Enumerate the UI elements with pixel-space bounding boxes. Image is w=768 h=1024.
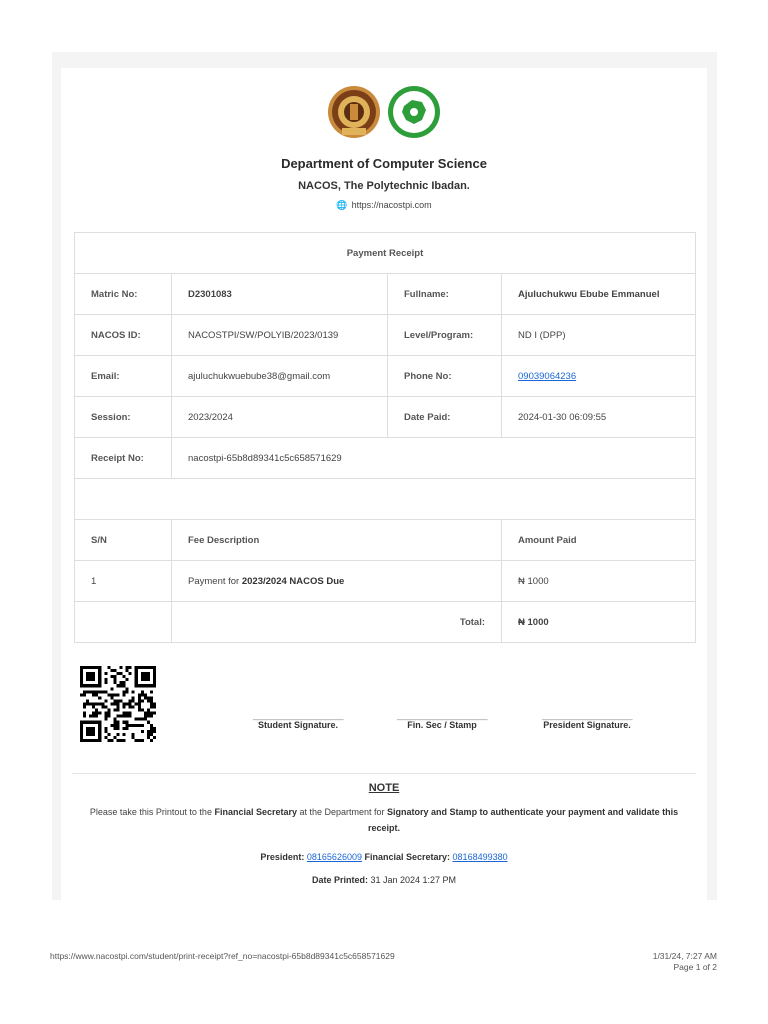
finsec-phone-link[interactable]: 08168499380 [452, 852, 508, 862]
president-phone-link[interactable]: 08165626009 [306, 852, 362, 862]
fullname-value: Ajuluchukwu Ebube Emmanuel [502, 274, 696, 315]
sn-header: S/N [75, 520, 172, 561]
fee-description-header: Fee Description [172, 520, 502, 561]
total-empty-cell [75, 602, 172, 643]
student-signature-label: Student Signature. [257, 720, 338, 730]
receipt-no-label: Receipt No: [75, 438, 172, 479]
receipt-title: Payment Receipt [75, 233, 696, 274]
finsec-signature-label: Fin. Sec / Stamp [407, 720, 477, 730]
total-label: Total: [172, 602, 502, 643]
note-paragraph [84, 804, 684, 836]
date-paid-label: Date Paid: [388, 397, 502, 438]
amount-paid-header: Amount Paid [502, 520, 696, 561]
contacts [0, 852, 768, 862]
president-label: President: [260, 852, 305, 862]
level-value: ND I (DPP) [502, 315, 696, 356]
date-printed-label: Date Printed: [311, 875, 368, 885]
footer-page-number: Page 1 of 2 [673, 962, 717, 972]
globe-icon: 🌐 [336, 200, 348, 210]
fee-row [75, 561, 696, 602]
fee-sn: 1 [75, 561, 172, 602]
website-link[interactable] [0, 200, 768, 211]
note-text-1: Please take this Printout to the [89, 807, 215, 817]
president-signature-label: President Signature. [543, 720, 631, 730]
fee-description-item: 2023/2024 NACOS Due [241, 575, 345, 587]
note-text-2: Financial Secretary [214, 807, 297, 817]
phone-cell [502, 356, 696, 397]
date-paid-value: 2024-01-30 06:09:55 [502, 397, 696, 438]
nacos-id-value: NACOSTPI/SW/POLYIB/2023/0139 [172, 315, 388, 356]
session-label: Session: [75, 397, 172, 438]
fee-description [172, 561, 502, 602]
footer-meta [653, 951, 717, 973]
phone-link[interactable]: 09039064236 [518, 370, 577, 382]
association-subtitle: NACOS, The Polytechnic Ibadan. [298, 180, 470, 192]
email-value: ajuluchukwuebube38@gmail.com [172, 356, 388, 397]
receipt-no-value: nacostpi-65b8d89341c5c658571629 [172, 438, 696, 479]
finsec-signature-line: ____________________ [396, 710, 488, 720]
note-text-4: Signatory and Stamp to authenticate your payment and validate this receipt. [367, 807, 679, 833]
fee-amount: ₦ 1000 [502, 561, 696, 602]
footer-datetime: 1/31/24, 7:27 AM [652, 951, 717, 961]
nacos-logo-icon [386, 84, 442, 140]
finsec-label: Financial Secretary: [364, 852, 451, 862]
matric-value: D2301083 [172, 274, 388, 315]
note-text-3: at the Department for [297, 807, 388, 817]
qr-code-icon [80, 665, 156, 743]
note-heading: NOTE [368, 782, 400, 794]
date-printed-value: 31 Jan 2024 1:27 PM [370, 875, 457, 885]
polytechnic-ibadan-crest-icon [326, 84, 382, 140]
date-printed [0, 875, 768, 885]
total-amount: ₦ 1000 [502, 602, 696, 643]
footer-url: https://www.nacostpi.com/student/print-receipt?ref_no=nacostpi-65b8d89341c5c658571629 [50, 951, 395, 961]
student-signature [238, 710, 358, 730]
fee-description-prefix: Payment for [188, 575, 242, 587]
email-label: Email: [75, 356, 172, 397]
receipt-table [74, 232, 696, 643]
session-value: 2023/2024 [172, 397, 388, 438]
fullname-label: Fullname: [388, 274, 502, 315]
matric-label: Matric No: [75, 274, 172, 315]
president-signature-line: ____________________ [541, 710, 633, 720]
spacer-row [75, 479, 696, 520]
finsec-stamp [382, 710, 502, 730]
website-url[interactable]: https://nacostpi.com [351, 200, 432, 210]
department-title: Department of Computer Science [281, 156, 487, 171]
level-label: Level/Program: [388, 315, 502, 356]
divider [72, 773, 696, 774]
nacos-id-label: NACOS ID: [75, 315, 172, 356]
student-signature-line: ____________________ [252, 710, 344, 720]
president-signature [527, 710, 647, 730]
phone-label: Phone No: [388, 356, 502, 397]
logos [0, 84, 768, 140]
